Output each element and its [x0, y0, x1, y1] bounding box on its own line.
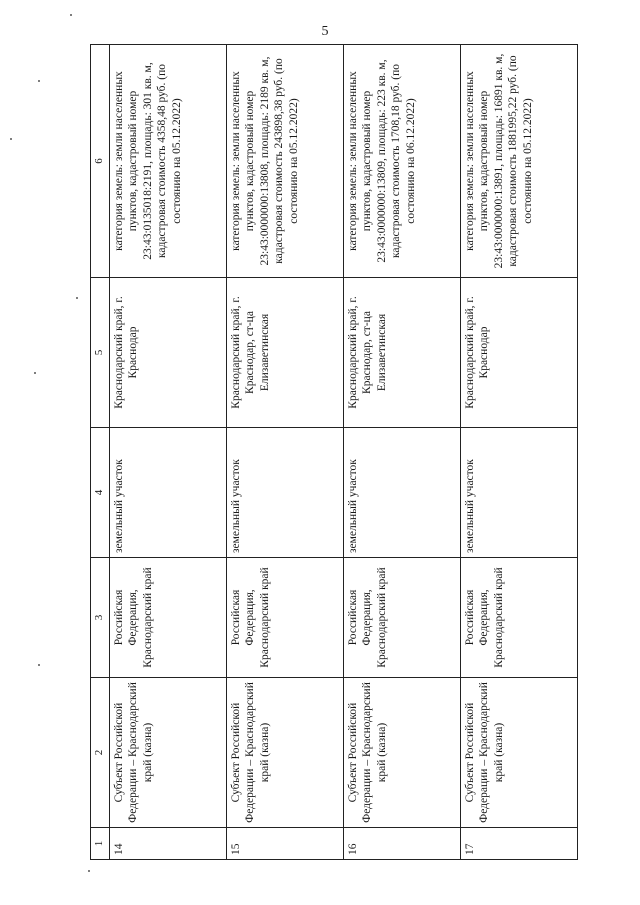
- table-row: [461, 45, 578, 860]
- table-row: [344, 45, 461, 860]
- address-cell: Краснодарский край, г. Краснодар: [110, 278, 227, 428]
- header-cell: 1: [91, 828, 110, 860]
- owner-cell: Субъект Российской Федерации – Краснодарский край (казна): [344, 678, 461, 828]
- scan-speck: [70, 14, 72, 16]
- region-cell: Российская Федерация, Краснодарский край: [227, 558, 344, 678]
- page-number: 5: [321, 24, 329, 39]
- type-cell: земельный участок: [344, 428, 461, 558]
- description-cell: категория земель: земли населенных пунктов, кадастровый номер 23:43:0000000:13809, площадь: 223 кв. м, кадастровая стоимость 1708,18 руб. (по состоянию на 06.12.2022): [344, 45, 461, 278]
- description-cell: категория земель: земли населенных пунктов, кадастровый номер 23:43:0000000:13808, площадь: 2189 кв. м, кадастровая стоимость 243898,38 руб. (по состоянию на 05.12.2022): [227, 45, 344, 278]
- scan-speck: [34, 372, 36, 374]
- header-cell: 4: [91, 428, 110, 558]
- address-cell: Краснодарский край, г. Краснодар, ст-ца Елизаветинская: [227, 278, 344, 428]
- type-cell: земельный участок: [227, 428, 344, 558]
- scan-speck: [38, 664, 40, 666]
- rotated-table-container: [90, 45, 575, 860]
- scan-speck: [10, 138, 12, 140]
- owner-cell: Субъект Российской Федерации – Краснодарский край (казна): [461, 678, 578, 828]
- table-header-row: [91, 45, 110, 860]
- row-number: 14: [110, 828, 227, 860]
- table-row: [227, 45, 344, 860]
- scan-speck: [38, 80, 40, 82]
- owner-cell: Субъект Российской Федерации – Краснодарский край (казна): [110, 678, 227, 828]
- table-row: [110, 45, 227, 860]
- region-cell: Российская Федерация, Краснодарский край: [110, 558, 227, 678]
- header-cell: 2: [91, 678, 110, 828]
- description-cell: категория земель: земли населенных пунктов, кадастровый номер 23:43:0000000:13891, площадь: 16891 кв. м, кадастровая стоимость 1881995,22 руб. (по состоянию на 05.12.2022): [461, 45, 578, 278]
- header-cell: 3: [91, 558, 110, 678]
- region-cell: Российская Федерация, Краснодарский край: [461, 558, 578, 678]
- row-number: 16: [344, 828, 461, 860]
- row-number: 17: [461, 828, 578, 860]
- scan-speck: [88, 870, 90, 872]
- scan-speck: [76, 297, 78, 299]
- type-cell: земельный участок: [461, 428, 578, 558]
- row-number: 15: [227, 828, 344, 860]
- description-cell: категория земель: земли населенных пунктов, кадастровый номер 23:43:0135018:2191, площадь: 301 кв. м, кадастровая стоимость 4358,48 руб. (по состоянию на 05.12.2022): [110, 45, 227, 278]
- address-cell: Краснодарский край, г. Краснодар: [461, 278, 578, 428]
- header-cell: 6: [91, 45, 110, 278]
- property-registry-table: [90, 44, 578, 860]
- header-cell: 5: [91, 278, 110, 428]
- owner-cell: Субъект Российской Федерации – Краснодарский край (казна): [227, 678, 344, 828]
- address-cell: Краснодарский край, г. Краснодар, ст-ца Елизаветинская: [344, 278, 461, 428]
- type-cell: земельный участок: [110, 428, 227, 558]
- region-cell: Российская Федерация, Краснодарский край: [344, 558, 461, 678]
